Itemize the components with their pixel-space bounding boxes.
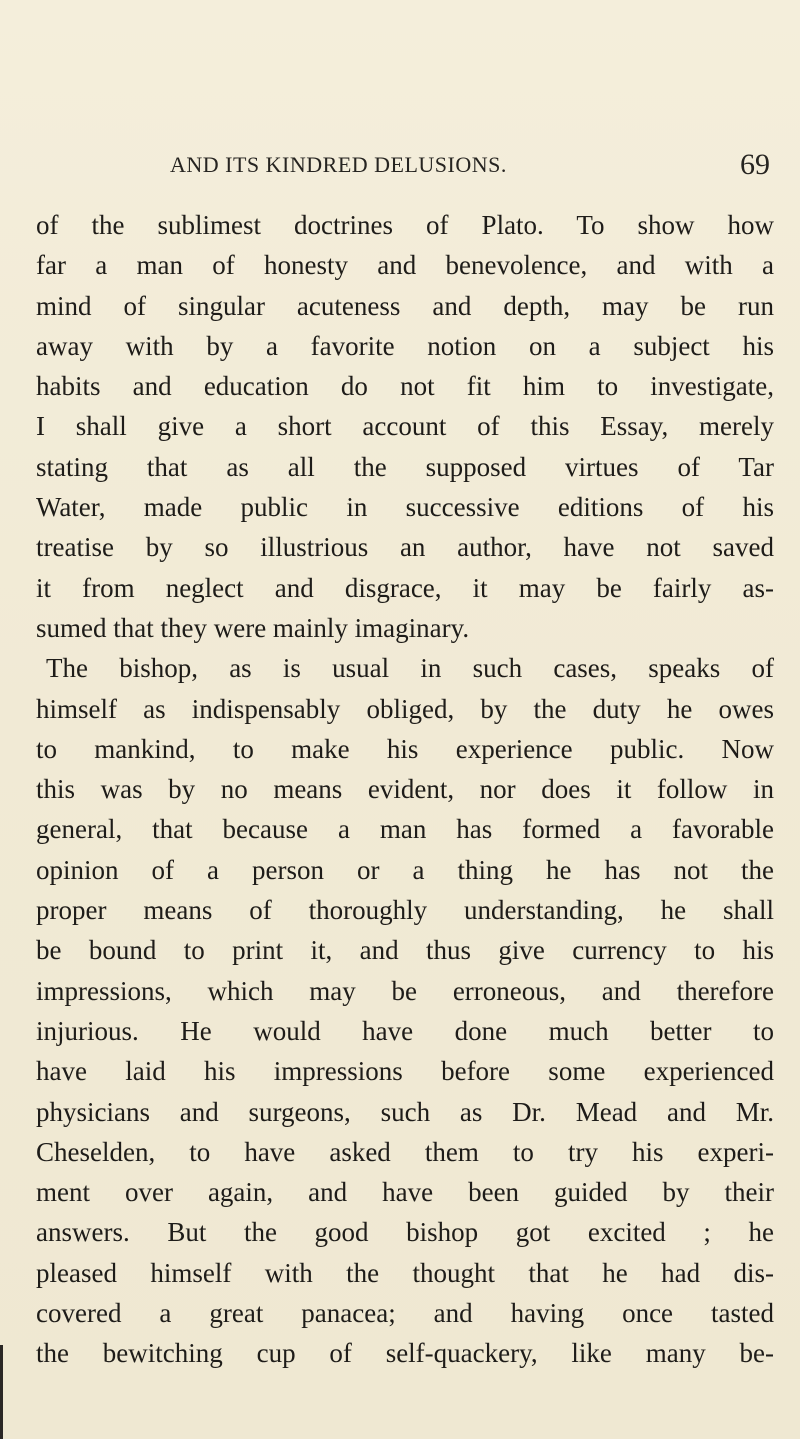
text-line: covered a great panacea; and having once tasted bbox=[36, 1298, 774, 1329]
text-line: away with by a favorite notion on a subject his bbox=[36, 330, 774, 361]
text-line: sumed that they were mainly imaginary. bbox=[36, 612, 470, 643]
text-line: himself as indispensably obliged, by the duty he owes bbox=[36, 693, 774, 724]
page-number: 69 bbox=[740, 148, 770, 181]
text-line: to mankind, to make his experience public. Now bbox=[36, 733, 774, 764]
text-line: Water, made public in successive editions of his bbox=[36, 492, 774, 523]
running-head bbox=[170, 148, 770, 188]
text-line: general, that because a man has formed a favorable bbox=[36, 814, 774, 845]
text-line: habits and education do not fit him to investigate, bbox=[36, 371, 774, 402]
text-line: physicians and surgeons, such as Dr. Mead and Mr. bbox=[36, 1096, 774, 1127]
text-line: ment over again, and have been guided by their bbox=[36, 1177, 774, 1208]
text-line: far a man of honesty and benevolence, and with a bbox=[36, 250, 774, 281]
text-line: pleased himself with the thought that he had dis- bbox=[36, 1257, 774, 1288]
text-line: treatise by so illustrious an author, have not saved bbox=[36, 532, 774, 563]
text-line: answers. But the good bishop got excited ; he bbox=[36, 1217, 774, 1248]
text-line: the bewitching cup of self-quackery, like many be- bbox=[36, 1338, 774, 1369]
body-text bbox=[36, 205, 774, 1374]
text-line: mind of singular acuteness and depth, may be run bbox=[36, 290, 774, 321]
text-line: Cheselden, to have asked them to try his experi- bbox=[36, 1136, 774, 1167]
text-line: proper means of thoroughly understanding, he shall bbox=[36, 895, 774, 926]
running-title: AND ITS KINDRED DELUSIONS. bbox=[170, 152, 507, 177]
text-line: stating that as all the supposed virtues of Tar bbox=[36, 451, 774, 482]
text-line: injurious. He would have done much better to bbox=[36, 1015, 774, 1046]
paragraph-start-line: The bishop, as is usual in such cases, speaks of bbox=[46, 653, 774, 684]
text-line: it from neglect and disgrace, it may be fairly as- bbox=[36, 572, 774, 603]
text-line: of the sublimest doctrines of Plato. To show how bbox=[36, 210, 774, 240]
text-line: impressions, which may be erroneous, and therefore bbox=[36, 975, 774, 1006]
text-line: this was by no means evident, nor does it follow in bbox=[36, 774, 774, 805]
text-line: I shall give a short account of this Essay, merely bbox=[36, 411, 774, 442]
text-line: have laid his impressions before some experienced bbox=[36, 1056, 774, 1087]
page-edge-mark bbox=[0, 1345, 3, 1439]
text-line: opinion of a person or a thing he has not the bbox=[36, 854, 774, 885]
text-line: be bound to print it, and thus give currency to his bbox=[36, 935, 774, 966]
